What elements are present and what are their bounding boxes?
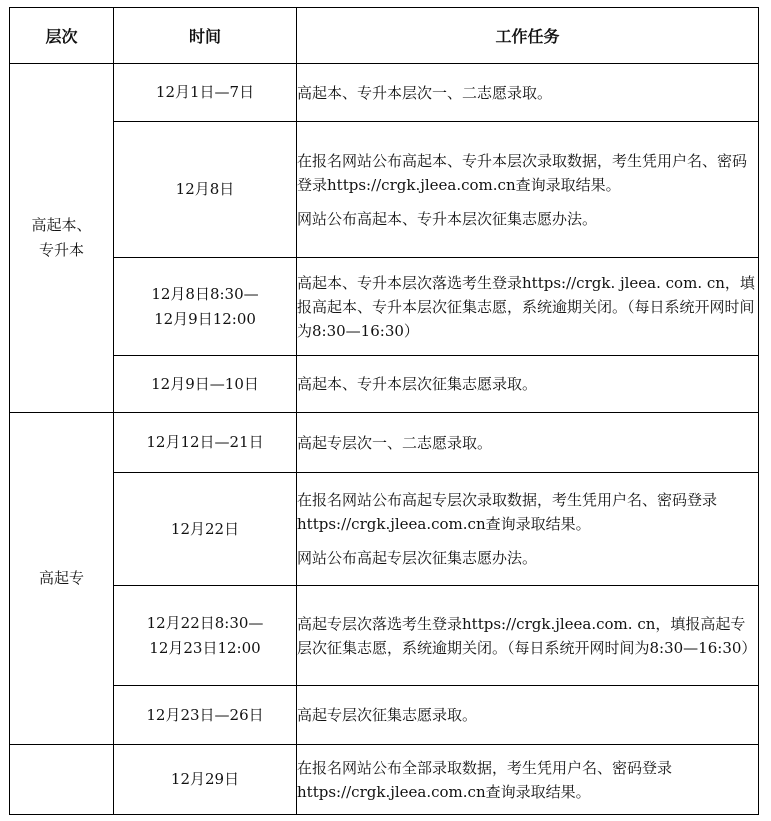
table-row — [10, 122, 759, 258]
header-row — [10, 8, 759, 64]
table-row — [10, 586, 759, 686]
time-cell: 12月1日—7日 — [114, 64, 297, 122]
header-time: 时间 — [114, 8, 297, 64]
task-paragraph: 网站公布高起本、专升本层次征集志愿办法。 — [297, 209, 598, 228]
task-paragraph: 网站公布高起专层次征集志愿办法。 — [297, 549, 538, 567]
table-row — [10, 356, 759, 413]
level-cell — [10, 745, 114, 815]
time-cell: 12月22日8:30— 12月23日12:00 — [114, 586, 297, 686]
time-cell: 12月29日 — [114, 745, 297, 815]
admission-schedule-table — [9, 7, 759, 815]
header-task: 工作任务 — [297, 8, 759, 64]
table-row — [10, 745, 759, 815]
time-cell: 12月23日—26日 — [114, 686, 297, 745]
level-cell: 高起本、 专升本 — [10, 64, 114, 413]
level-cell: 高起专 — [10, 413, 114, 745]
task-cell: 高起本、专升本层次征集志愿录取。 — [297, 356, 759, 413]
time-cell: 12月12日—21日 — [114, 413, 297, 473]
task-cell: 高起本、专升本层次一、二志愿录取。 — [297, 64, 759, 122]
task-paragraph: 在报名网站公布高起本、专升本层次录取数据，考生凭用户名、密码登录https://crgk.jleea.com.cn查询录取结果。 — [297, 151, 748, 194]
task-cell — [297, 473, 759, 586]
task-cell: 高起专层次一、二志愿录取。 — [297, 413, 759, 473]
task-paragraph: 在报名网站公布高起专层次录取数据，考生凭用户名、密码登录https://crgk.jleea.com.cn查询录取结果。 — [297, 491, 718, 533]
time-cell: 12月22日 — [114, 473, 297, 586]
time-cell: 12月9日—10日 — [114, 356, 297, 413]
header-level: 层次 — [10, 8, 114, 64]
table-row — [10, 686, 759, 745]
task-cell: 高起本、专升本层次落选考生登录https://crgk. jleea. com. cn，填报高起本、专升本层次征集志愿，系统逾期关闭。（每日系统开网时间为8:30—16:30） — [297, 258, 759, 356]
task-cell — [297, 122, 759, 258]
table-row — [10, 473, 759, 586]
table-row — [10, 64, 759, 122]
time-cell: 12月8日8:30— 12月9日12:00 — [114, 258, 297, 356]
table-row — [10, 258, 759, 356]
task-cell: 高起专层次征集志愿录取。 — [297, 686, 759, 745]
time-cell: 12月8日 — [114, 122, 297, 258]
table-row — [10, 413, 759, 473]
task-cell: 高起专层次落选考生登录https://crgk.jleea.com. cn，填报高起专层次征集志愿，系统逾期关闭。（每日系统开网时间为8:30—16:30） — [297, 586, 759, 686]
task-cell: 在报名网站公布全部录取数据，考生凭用户名、密码登录https://crgk.jleea.com.cn查询录取结果。 — [297, 745, 759, 815]
